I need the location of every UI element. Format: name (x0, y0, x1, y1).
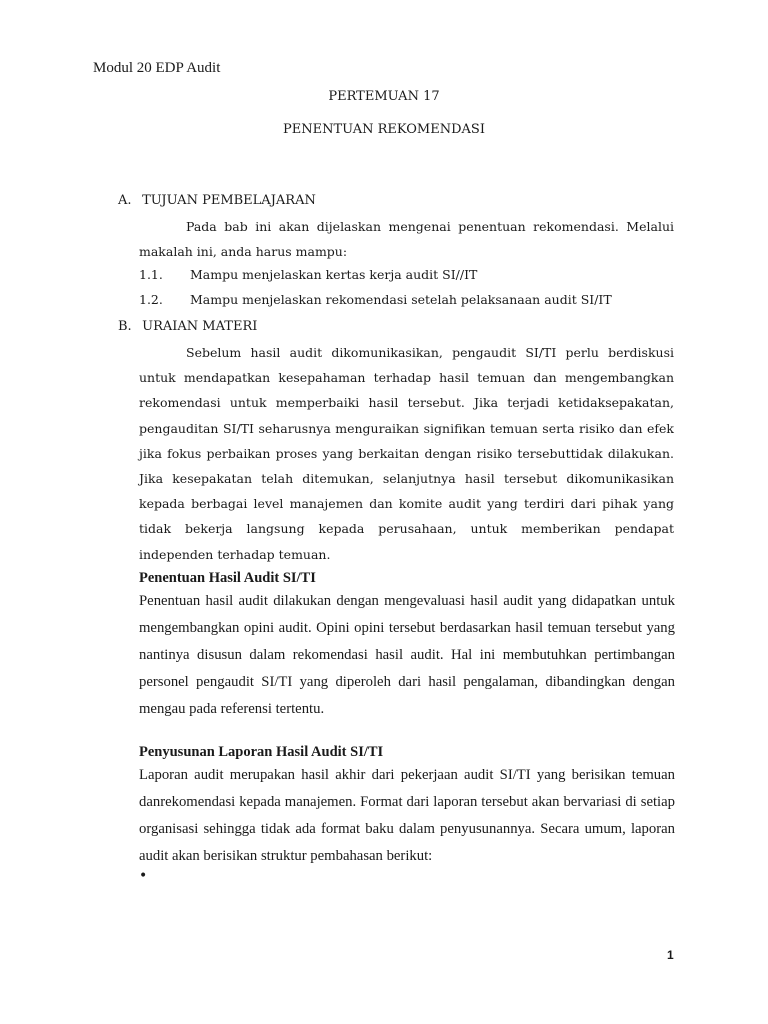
bullet-point: • (139, 868, 148, 884)
penentuan-heading: Penentuan Hasil Audit SI/TI (139, 570, 316, 586)
objective-text: Mampu menjelaskan kertas kerja audit SI//IT (189, 267, 478, 282)
section-b-paragraph (139, 340, 674, 567)
objective-item (139, 292, 612, 307)
section-b-title: URAIAN MATERI (142, 319, 258, 334)
objective-number: 1.2. (139, 292, 163, 307)
penentuan-paragraph: Penentuan hasil audit dilakukan dengan mengevaluasi hasil audit yang didapatkan untuk mengembangkan opini audit. Opini opini tersebut berdasarkan hasil temuan tersebut yang nantinya disusun dalam rekomendasi hasil audit. Hal ini membutuhkan pertimbangan personel pengaudit SI/TI yang diperoleh dari hasil pengalaman, dibandingkan dengan mengau pada referensi tertentu. (139, 593, 675, 717)
meeting-title: PERTEMUAN 17 (328, 89, 440, 104)
section-b-letter: B. (118, 319, 132, 334)
page-number: 1 (667, 948, 674, 962)
penyusunan-paragraph: Laporan audit merupakan hasil akhir dari pekerjaan audit SI/TI yang berisikan temuan danrekomendasi kepada manajemen. Format dari laporan tersebut akan bervariasi di setiap organisasi sehingga tidak ada format baku dalam penyusunannya. Secara umum, laporan audit akan berisikan struktur pembahasan berikut: (139, 767, 675, 864)
section-a-intro (139, 214, 674, 264)
topic-title: PENENTUAN REKOMENDASI (283, 122, 485, 137)
section-a-letter: A. (118, 193, 132, 208)
section-a-title: TUJUAN PEMBELAJARAN (142, 193, 316, 208)
section-a-intro-text: Pada bab ini akan dijelaskan mengenai penentuan rekomendasi. Melalui makalah ini, anda harus mampu: (139, 219, 674, 260)
objective-number: 1.1. (139, 267, 163, 282)
objective-text: Mampu menjelaskan rekomendasi setelah pelaksanaan audit SI/IT (189, 292, 612, 307)
section-b-heading (118, 319, 257, 334)
objective-item (139, 267, 477, 282)
penyusunan-heading: Penyusunan Laporan Hasil Audit SI/TI (139, 744, 384, 760)
section-a-heading (118, 193, 316, 208)
section-b-paragraph-text: Sebelum hasil audit dikomunikasikan, pengaudit SI/TI perlu berdiskusi untuk mendapatkan kesepahaman terhadap hasil temuan dan mengembangkan rekomendasi untuk memperbaiki hasil tersebut. Jika terjadi ketidaksepakatan, pengauditan SI/TI seharusnya menguraikan signifikan temuan serta risiko dan efek jika fokus perbaikan proses yang berkaitan dengan risiko tersebuttidak dilakukan. Jika kesepakatan telah ditemukan, selanjutnya hasil tersebut dikomunikasikan kepada berbagai level manajemen dan komite audit yang terdiri dari pihak yang tidak bekerja langsung kepada perusahaan, untuk memberikan pendapat independen terhadap temuan. (139, 345, 674, 562)
module-header: Modul 20 EDP Audit (93, 60, 221, 76)
